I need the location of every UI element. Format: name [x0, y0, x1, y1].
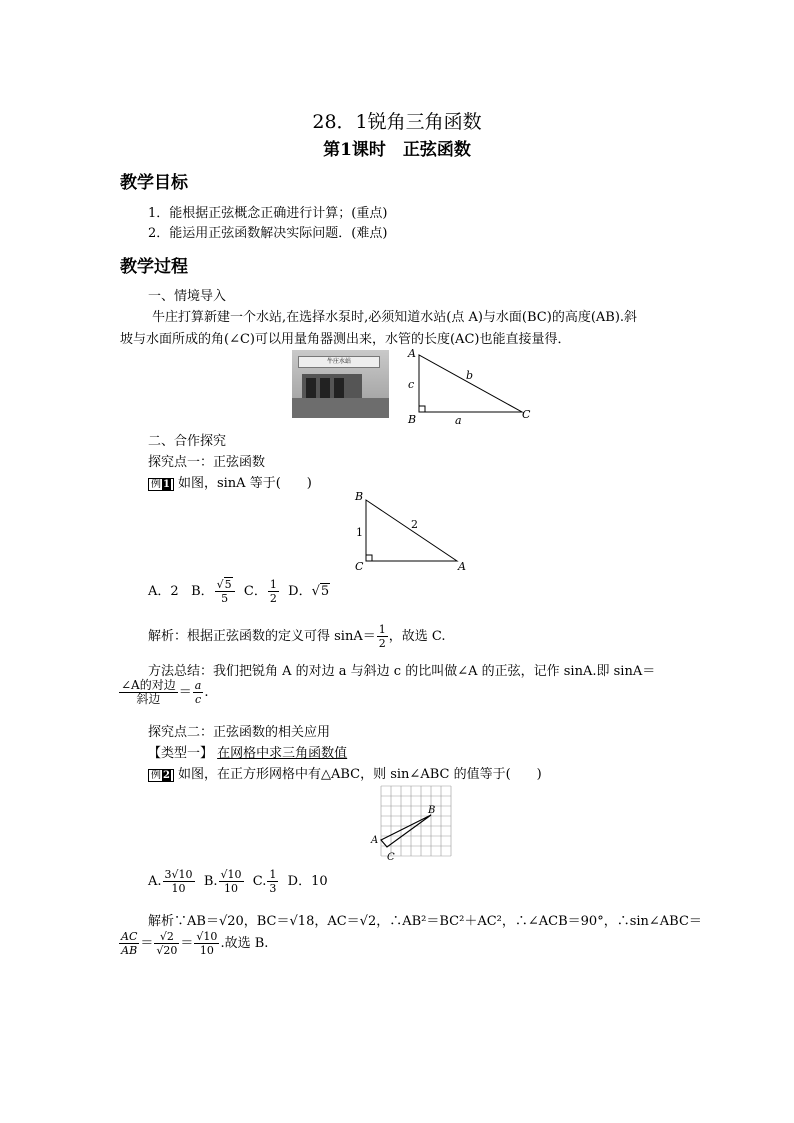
vertex-a-label: A [371, 835, 379, 846]
goals-heading: 教学目标 [120, 173, 188, 193]
vertex-b-label: B [355, 490, 364, 503]
side-ab-label: 2 [411, 518, 418, 531]
vertex-a-label: A [458, 560, 466, 573]
square-grid-figure [365, 782, 455, 866]
example-badge: 例 2 [148, 769, 174, 782]
type-1-heading: 【类型一】 在网格中求三角函数值 [148, 746, 348, 761]
goal-item: 2．能运用正弦函数解决实际问题．(难点) [148, 226, 388, 241]
vertex-a-label: A [408, 347, 416, 360]
section-1-title: 一、情境导入 [148, 289, 227, 304]
right-triangle-figure-example-1 [345, 488, 475, 576]
explore-point-2-title: 探究点二：正弦函数的相关应用 [148, 725, 331, 740]
explore-point-1-title: 探究点一：正弦函数 [148, 455, 266, 470]
vertex-b-label: B [408, 413, 417, 426]
page-subtitle: 第1课时 正弦函数 [323, 140, 471, 160]
example-2-solution-line-2: $\frac{AC}{AB}$ ＝ $\frac{√2}{√20}$ ＝ $\frac{√10}{10}$ .故选 B. [121, 930, 269, 957]
example-2-solution-line-1: 解析∵AB＝√20，BC＝√18，AC＝√2，∴AB²＝BC²＋AC²，∴∠ACB＝90°，∴sin∠ABC＝ [148, 914, 702, 929]
example-badge: 例 1 [148, 478, 174, 491]
example-2-question: 例 2 如图，在正方形网格中有△ABC，则 sin∠ABC 的值等于( ) [148, 763, 542, 782]
scenario-line-2: 坡与水面所成的角(∠C)可以用量角器测出来，水管的长度(AC)也能直接量得． [120, 332, 571, 347]
process-heading: 教学过程 [120, 257, 188, 277]
page-title: 28．1锐角三角函数 [312, 111, 482, 133]
section-2-title: 二、合作探究 [148, 434, 227, 449]
side-bc-label: 1 [356, 526, 363, 539]
vertex-c-label: C [387, 852, 395, 863]
vertex-c-label: C [522, 408, 531, 421]
example-1-question: 例 1 如图，sinA 等于( ) [148, 472, 312, 491]
goal-item: 1．能根据正弦概念正确进行计算；(重点) [148, 206, 388, 221]
side-a-label: a [455, 414, 462, 427]
example-1-choices: A．2 B． $\frac{√5}{5}$ C． $\frac{1}{2}$ D．√5 [148, 578, 330, 605]
vertex-b-label: B [428, 805, 436, 816]
pump-station-photo [292, 350, 389, 418]
photo-sign: 牛庄水站 [298, 356, 380, 368]
example-1-solution: 解析：根据正弦函数的定义可得 sinA＝ $\frac{1}{2}$ ，故选 C. [148, 623, 446, 650]
right-triangle-abc-figure [400, 343, 540, 428]
example-2-choices: A. $\frac{3√10}{10}$ B. $\frac{√10}{10}$ C. $\frac{1}{3}$ D．10 [148, 868, 328, 895]
side-c-label: c [408, 378, 415, 391]
method-summary-formula: $\frac{\text{∠A的对边}}{\text{斜边}}$ ＝ $\frac{a}{c}$ . [121, 678, 209, 706]
scenario-line-1: 牛庄打算新建一个水站,在选择水泵时,必须知道水站(点 A)与水面(BC)的高度(AB).斜 [152, 310, 638, 325]
vertex-c-label: C [355, 560, 364, 573]
method-summary-line-1: 方法总结：我们把锐角 A 的对边 a 与斜边 c 的比叫做∠A 的正弦，记作 sinA.即 sinA＝ [148, 664, 656, 679]
side-b-label: b [466, 369, 474, 382]
